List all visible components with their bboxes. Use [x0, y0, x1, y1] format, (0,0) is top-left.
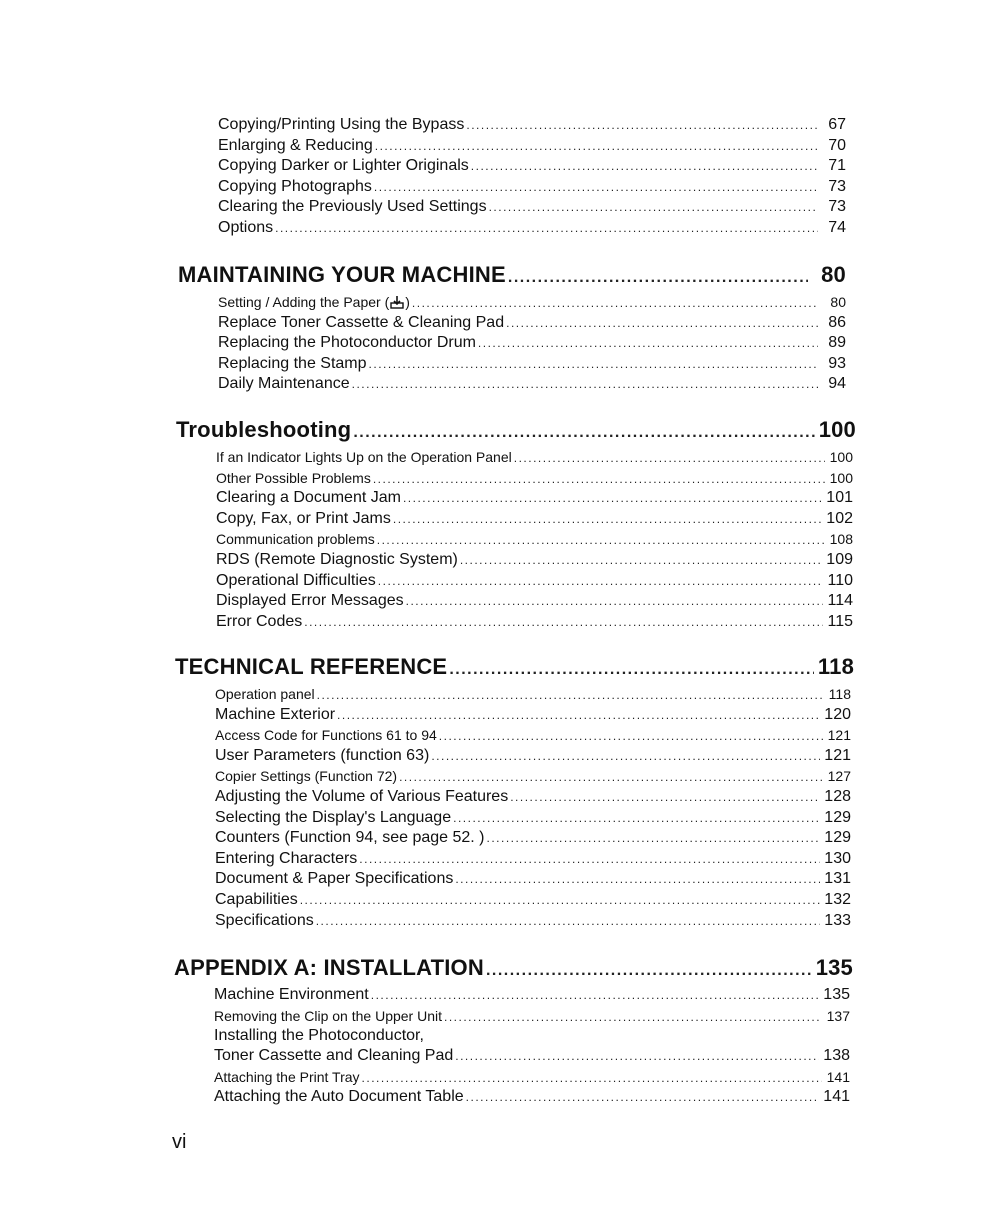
dot-leader — [406, 591, 824, 612]
toc-entry-label: Replace Toner Cassette & Cleaning Pad — [218, 313, 505, 331]
toc-entry-page: 94 — [828, 375, 846, 393]
toc-entry-label: Specifications — [215, 911, 314, 929]
dot-leader — [353, 420, 814, 446]
toc-heading-label: TECHNICAL REFERENCE — [175, 654, 448, 679]
dot-leader — [508, 265, 808, 291]
toc-entry-page: 121 — [827, 727, 851, 744]
toc-heading-page: 100 — [818, 417, 856, 442]
dot-leader — [304, 612, 823, 633]
toc-entry-page: 114 — [827, 592, 853, 610]
toc-entry-page: 80 — [830, 294, 846, 310]
toc-entry[interactable] — [215, 725, 851, 746]
toc-entry-label: Attaching the Print Tray — [214, 1068, 360, 1085]
dot-leader — [393, 509, 822, 530]
toc-entry-page: 138 — [823, 1047, 850, 1065]
toc-entry[interactable] — [215, 787, 851, 808]
dot-leader — [439, 726, 823, 747]
dot-leader — [449, 657, 814, 683]
toc-entry-page: 133 — [824, 911, 851, 929]
toc-entry[interactable] — [215, 684, 851, 705]
dot-leader — [478, 333, 818, 354]
dot-leader — [444, 1007, 822, 1028]
toc-entry-label: Toner Cassette and Cleaning Pad — [214, 1047, 454, 1065]
toc-entry-label: Installing the Photoconductor, — [214, 1027, 424, 1045]
dot-leader — [431, 746, 820, 767]
toc-entry[interactable] — [215, 869, 851, 890]
toc-entry-page: 121 — [824, 746, 851, 764]
toc-heading[interactable] — [174, 955, 853, 981]
toc-entry[interactable] — [218, 156, 846, 177]
toc-entry[interactable] — [215, 746, 851, 767]
toc-entry-page: 108 — [829, 531, 853, 548]
toc-entry-page: 135 — [823, 986, 850, 1003]
toc-heading-page: 80 — [821, 262, 846, 287]
toc-entry-page: 137 — [826, 1007, 850, 1024]
toc-entry-label: Counters (Function 94, see page 52. ) — [215, 829, 485, 847]
toc-entry[interactable] — [214, 1067, 850, 1088]
toc-entry-label: Setting / Adding the Paper ( ) — [218, 294, 410, 310]
toc-entry-page: 71 — [828, 157, 846, 175]
toc-entry-label: Entering Characters — [215, 849, 358, 867]
toc-entry[interactable] — [215, 849, 851, 870]
dot-leader — [455, 1046, 819, 1067]
toc-entry-page: 100 — [829, 449, 853, 465]
dot-leader — [466, 115, 818, 136]
dot-leader — [403, 488, 822, 509]
toc-entry-label: Copier Settings (Function 72) — [215, 768, 398, 785]
toc-entry-label: Removing the Clip on the Upper Unit — [214, 1007, 443, 1024]
dot-leader — [487, 828, 821, 849]
toc-entry-page: 130 — [824, 849, 851, 867]
toc-entry-page: 67 — [828, 116, 846, 133]
toc-heading-label: APPENDIX A: INSTALLATION — [174, 955, 484, 980]
toc-entry[interactable] — [216, 550, 853, 571]
toc-entry[interactable] — [218, 374, 846, 395]
dot-leader — [377, 530, 825, 551]
toc-entry-label: Copying Darker or Lighter Originals — [218, 157, 469, 175]
toc-entry[interactable] — [218, 136, 846, 157]
toc-entry-page: 110 — [827, 571, 853, 589]
toc-entry-label: Displayed Error Messages — [216, 592, 404, 610]
toc-heading[interactable] — [175, 654, 854, 680]
toc-entry[interactable] — [214, 985, 850, 1006]
dot-leader — [412, 293, 818, 314]
toc-entry-label: Communication problems — [216, 531, 375, 548]
toc-entry-label: Copy, Fax, or Print Jams — [216, 509, 391, 527]
toc-entry-label: Operational Difficulties — [216, 571, 376, 589]
toc-entry[interactable] — [216, 509, 853, 530]
toc-entry-label: Other Possible Problems — [216, 469, 371, 486]
toc-entry-label: Capabilities — [215, 890, 298, 908]
toc-entry[interactable] — [218, 197, 846, 218]
toc-section-maintaining — [178, 262, 846, 395]
toc-entry[interactable] — [218, 115, 846, 136]
toc-entry-page: 86 — [828, 313, 846, 331]
toc-entry-label: Copying Photographs — [218, 177, 372, 195]
toc-entry-page: 141 — [826, 1068, 850, 1085]
toc-entry-page: 73 — [828, 177, 846, 195]
dot-leader — [378, 571, 824, 592]
toc-entry-label: Selecting the Display's Language — [215, 808, 452, 826]
dot-leader — [352, 374, 818, 395]
toc-entry[interactable] — [218, 218, 846, 239]
toc-entry-page: 128 — [824, 787, 851, 805]
toc-entry-page: 131 — [824, 870, 851, 888]
toc-section-appendix-a — [174, 955, 853, 1108]
toc-entry[interactable] — [218, 354, 846, 375]
toc-entry[interactable] — [215, 890, 851, 911]
dot-leader — [362, 1068, 822, 1089]
toc-heading-label: MAINTAINING YOUR MACHINE — [178, 262, 506, 287]
toc-entry-label: Error Codes — [216, 612, 303, 630]
dot-leader — [486, 958, 812, 984]
dot-leader — [375, 136, 818, 157]
toc-entry[interactable] — [216, 571, 853, 592]
dot-leader — [373, 469, 825, 490]
toc-entry[interactable] — [216, 447, 853, 468]
dot-leader — [453, 808, 820, 829]
dot-leader — [316, 911, 821, 932]
toc-entry-label: Machine Environment — [214, 986, 369, 1003]
toc-entry[interactable] — [214, 1006, 850, 1027]
toc-entry[interactable] — [215, 828, 851, 849]
toc-entry-label: Machine Exterior — [215, 705, 336, 723]
dot-leader — [466, 1087, 820, 1108]
toc-entry[interactable] — [214, 1046, 850, 1067]
toc-entry-page: 141 — [823, 1088, 850, 1106]
toc-entry[interactable] — [218, 313, 846, 334]
toc-entry-page: 89 — [828, 334, 846, 352]
toc-entry-label: Options — [218, 218, 274, 236]
toc-section-troubleshooting — [176, 417, 856, 632]
toc-heading-page: 135 — [815, 955, 853, 980]
toc-entry-page: 118 — [828, 686, 851, 702]
toc-entry-label: User Parameters (function 63) — [215, 746, 430, 764]
toc-entry[interactable] — [216, 612, 853, 633]
toc-entry-label: Clearing the Previously Used Settings — [218, 198, 487, 216]
toc-entry[interactable] — [216, 468, 853, 489]
toc-entry-label: Daily Maintenance — [218, 375, 350, 393]
toc-entry-page: 73 — [828, 198, 846, 216]
toc-entry-page: 101 — [826, 489, 853, 507]
dot-leader — [371, 985, 820, 1006]
toc-section-copying — [218, 115, 846, 239]
dot-leader — [514, 448, 825, 469]
toc-heading[interactable] — [176, 417, 856, 443]
toc-entry-page: 93 — [828, 354, 846, 372]
toc-heading[interactable] — [178, 262, 846, 288]
toc-entry[interactable] — [216, 529, 853, 550]
dot-leader — [471, 156, 818, 177]
dot-leader — [510, 787, 820, 808]
dot-leader — [489, 197, 818, 218]
dot-leader — [455, 869, 820, 890]
toc-heading-label: Troubleshooting — [176, 417, 352, 442]
toc-entry[interactable] — [218, 333, 846, 354]
page-number: vi — [172, 1131, 187, 1153]
dot-leader — [300, 890, 821, 911]
toc-entry[interactable] — [215, 705, 851, 726]
toc-entry[interactable] — [216, 488, 853, 509]
toc-entry-page: 70 — [828, 136, 846, 154]
toc-entry-label: Attaching the Auto Document Table — [214, 1088, 464, 1106]
toc-entry-page: 127 — [827, 768, 851, 785]
toc-entry-label: Replacing the Photoconductor Drum — [218, 334, 476, 352]
dot-leader — [506, 313, 818, 334]
toc-entry-page: 74 — [828, 218, 846, 236]
dot-leader — [275, 218, 818, 239]
toc-entry-label: Copying/Printing Using the Bypass — [218, 116, 465, 133]
toc-entry-page: 115 — [827, 612, 853, 630]
toc-section-technical-reference — [175, 654, 854, 931]
toc-entry[interactable] — [214, 1026, 850, 1046]
toc-entry-label: If an Indicator Lights Up on the Operation Panel — [216, 449, 512, 465]
toc-entry-label: Adjusting the Volume of Various Features — [215, 787, 509, 805]
toc-entry-page: 100 — [829, 469, 853, 486]
toc-entry-label: Enlarging & Reducing — [218, 136, 373, 154]
dot-leader — [359, 849, 820, 870]
paper-tray-icon — [390, 295, 404, 309]
toc-entry-page: 129 — [824, 829, 851, 847]
toc-entry-label: Operation panel — [215, 686, 315, 702]
toc-entry-label: RDS (Remote Diagnostic System) — [216, 550, 458, 568]
toc-entry-page: 102 — [826, 509, 853, 527]
toc-entry[interactable] — [214, 1087, 850, 1108]
toc-entry-page: 120 — [824, 705, 851, 723]
toc-entry[interactable] — [215, 911, 851, 932]
dot-leader — [460, 550, 822, 571]
toc-entry-page: 129 — [824, 808, 851, 826]
dot-leader — [374, 177, 818, 198]
toc-entry-label: Replacing the Stamp — [218, 354, 367, 372]
toc-entry-label: Document & Paper Specifications — [215, 870, 454, 888]
toc-entry-page: 109 — [826, 550, 853, 568]
toc-entry-label: Clearing a Document Jam — [216, 489, 401, 507]
toc-entry-label: Access Code for Functions 61 to 94 — [215, 727, 437, 744]
toc-entry[interactable] — [218, 177, 846, 198]
toc-entry[interactable] — [216, 591, 853, 612]
toc-entry[interactable] — [215, 766, 851, 787]
dot-leader — [337, 705, 820, 726]
toc-entry[interactable] — [215, 808, 851, 829]
dot-leader — [369, 354, 818, 375]
toc-heading-page: 118 — [817, 654, 854, 679]
toc-entry[interactable] — [218, 292, 846, 313]
dot-leader — [399, 767, 823, 788]
dot-leader — [317, 685, 823, 706]
toc-entry-page: 132 — [824, 890, 851, 908]
